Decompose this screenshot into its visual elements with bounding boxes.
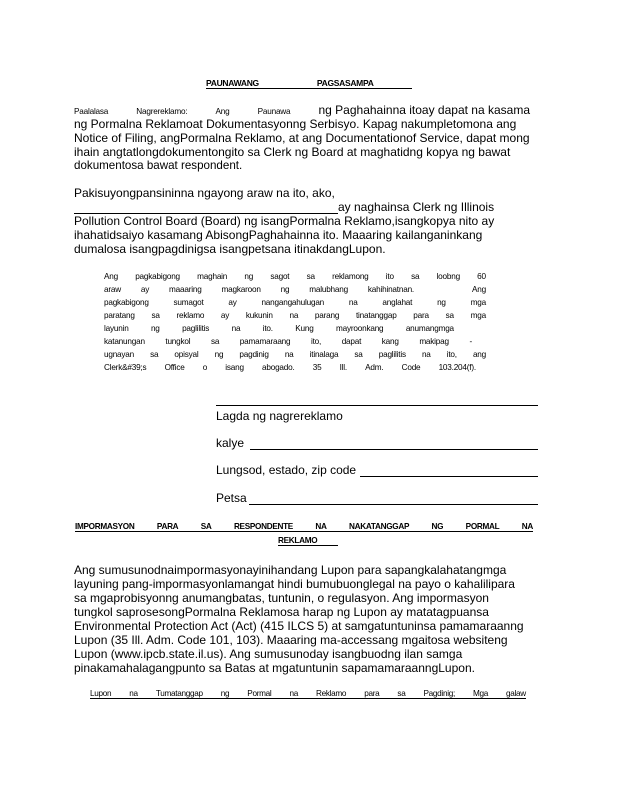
respondent-header-word: PORMAL xyxy=(465,522,500,531)
notice-word: nangangahulugan xyxy=(261,298,325,307)
title-part-1: PAUNAWANG xyxy=(206,78,259,88)
notice-word: ugnayan xyxy=(104,350,135,359)
notice-word: ito, xyxy=(446,350,457,359)
notice-word: pagkabigong xyxy=(135,272,180,281)
notice-word: sa xyxy=(411,272,420,281)
respondent-header-word: NA xyxy=(521,522,533,531)
city-state-zip-label: Lungsod, estado, zip code xyxy=(216,463,357,477)
notice-word: araw xyxy=(104,285,121,294)
statement-line: Pollution Control Board (Board) ng isangPormalna Reklamo,isangkopya nito ay xyxy=(74,214,495,228)
complainant-name-blank[interactable] xyxy=(74,201,338,214)
street-field[interactable] xyxy=(216,436,538,450)
notice-word: - xyxy=(469,337,472,346)
section-heading-word: Mga xyxy=(472,689,488,698)
intro-word: Ang xyxy=(215,107,230,116)
notice-word: opisyal xyxy=(174,350,199,359)
page-title xyxy=(206,78,412,89)
respondent-header-word: RESPONDENTE xyxy=(233,522,293,531)
section-heading xyxy=(90,689,526,699)
statement-line: dumalosa isangpagdinigsa isangpetsana itinakdangLupon. xyxy=(74,242,386,256)
notice-word: 35 xyxy=(312,363,322,372)
respondent-header-word: NA xyxy=(315,522,327,531)
date-field[interactable] xyxy=(216,491,538,505)
intro-line: dokumentosa bawat respondent. xyxy=(74,159,243,172)
notice-line xyxy=(104,322,454,335)
notice-word: sa xyxy=(210,337,220,346)
intro-line: Notice of Filing, angPormalna Reklamo, at ang Documentationof Service, dapat mong xyxy=(74,131,530,145)
info-line: Lupon (www.ipcb.state.il.us). Ang sumusunoday isangbuodng ilan samga xyxy=(74,647,463,661)
notice-line xyxy=(104,296,486,309)
notice-word: maaaring xyxy=(169,285,202,294)
city-state-zip-field[interactable] xyxy=(216,463,538,477)
date-blank[interactable] xyxy=(249,493,538,505)
notice-word: sa xyxy=(354,350,363,359)
info-line: Environmental Protection Act (Act) (415 ILCS 5) at samgatuntuninsa pamamaraanng xyxy=(74,619,524,633)
info-line: pinakamahalagangpunto sa Batas at mgatuntunin sapamamaraanngLupon. xyxy=(74,661,475,675)
notice-word: malubhang xyxy=(309,285,348,294)
section-heading-word: Reklamo xyxy=(315,689,347,698)
respondent-header-word: NG xyxy=(431,522,444,531)
section-heading-word: sa xyxy=(397,689,406,698)
intro-line: ng Pormalna Reklamoat Dokumentasyonng Serbisyo. Kapag nakumpletomona ang xyxy=(74,117,517,131)
notice-word: 60 xyxy=(477,272,486,281)
notice-word: dapat xyxy=(341,337,362,346)
section-heading-word: Lupon xyxy=(90,689,112,698)
info-paragraph xyxy=(74,563,544,675)
info-line: Lupon (35 Ill. Adm. Code 101, 103). Maaaring ma-accessang mgaitosa websiteng xyxy=(74,633,508,647)
notice-word: paratang xyxy=(104,311,135,320)
notice-word: pagdinig xyxy=(239,350,269,359)
city-state-zip-blank[interactable] xyxy=(360,465,538,477)
section-heading-word: Pagdinig; xyxy=(423,689,455,698)
notice-word: parang xyxy=(314,311,340,320)
notice-word: na xyxy=(348,298,358,307)
notice-word: na xyxy=(284,350,294,359)
notice-word: ay xyxy=(228,298,237,307)
notice-word: ng xyxy=(150,324,160,333)
intro-word: Paalalasa xyxy=(74,107,109,116)
statement-line: ihahatidsaiyo kasamang AbisongPaghahainna ito. Maaaring kailanganinkang xyxy=(74,228,483,242)
section-heading-word: Pormal xyxy=(247,689,272,698)
notice-word: Adm. xyxy=(365,363,384,372)
notice-line xyxy=(104,361,476,374)
notice-word: sagot xyxy=(270,272,290,281)
notice-word: maghain xyxy=(197,272,228,281)
notice-word: reklamong xyxy=(332,272,369,281)
notice-word: Ill. xyxy=(339,363,347,372)
notice-word: 103.204(f). xyxy=(438,363,476,372)
notice-word: sa xyxy=(445,311,454,320)
notice-word: sa xyxy=(306,272,315,281)
notice-word: layunin xyxy=(104,324,129,333)
signature-line[interactable] xyxy=(216,395,538,406)
signature-label: Lagda ng nagrereklamo xyxy=(216,409,343,423)
notice-word: paglilitis xyxy=(182,324,210,333)
section-heading-word: na xyxy=(129,689,138,698)
respondent-header-word: IMPORMASYON xyxy=(75,522,135,531)
notice-word: ay xyxy=(140,285,150,294)
notice-word: anglahat xyxy=(382,298,413,307)
notice-word: na xyxy=(231,324,241,333)
notice-word: kang xyxy=(381,337,399,346)
notice-word: Office xyxy=(164,363,185,372)
section-heading-word: na xyxy=(289,689,298,698)
notice-word: sa xyxy=(151,311,160,320)
notice-word: anumangmga xyxy=(405,324,454,333)
notice-word: ang xyxy=(472,350,486,359)
notice-word: reklamo xyxy=(176,311,205,320)
notice-word: ay xyxy=(220,311,230,320)
notice-word: Clerk&#39;s xyxy=(104,363,147,372)
notice-word: Ang xyxy=(104,272,118,281)
notice-word: kahihinatnan. xyxy=(367,285,414,294)
notice-word: pagkabigong xyxy=(104,298,149,307)
respondent-header-line-2: REKLAMO xyxy=(278,536,338,546)
notice-word: ng xyxy=(214,350,224,359)
notice-word: makipag xyxy=(419,337,449,346)
notice-word: mayroonkang xyxy=(336,324,384,333)
notice-word: tungkol xyxy=(165,337,191,346)
notice-word: para xyxy=(413,311,429,320)
statement-line-2-tail: ay naghainsa Clerk ng Illinois xyxy=(338,200,495,214)
respondent-header xyxy=(75,522,533,532)
section-heading-word: ng xyxy=(220,689,230,698)
info-line: layuning pang-impormasyonlamangat hindi bumubuonglegal na payo o kahalilipara xyxy=(74,577,515,591)
notice-word: na xyxy=(289,311,299,320)
notice-word: Kung xyxy=(295,324,314,333)
notice-word: sumagot xyxy=(173,298,204,307)
notice-word: ito, xyxy=(310,337,322,346)
respondent-header-word: NAKATANGGAP xyxy=(349,522,410,531)
notice-word: mga xyxy=(470,311,486,320)
notice-word: tinatanggap xyxy=(355,311,397,320)
notice-line xyxy=(104,270,486,283)
notice-word: paglilitis xyxy=(378,350,406,359)
intro-word: Paunawa xyxy=(257,107,291,116)
notice-word: ng xyxy=(437,298,446,307)
info-line: tungkol saprosesongPormalna Reklamosa harap ng Lupon ay matatagpuansa xyxy=(74,605,489,619)
notice-word: ng xyxy=(244,272,254,281)
notice-word: magkaroon xyxy=(221,285,261,294)
respondent-header-word: PARA xyxy=(156,522,179,531)
notice-line xyxy=(104,348,486,361)
info-line: Ang sumusunodnaimpormasyonayinihandang Lupon para sapangkalahatangmga xyxy=(74,563,507,577)
notice-word: Code xyxy=(401,363,421,372)
notice-word: sa xyxy=(150,350,159,359)
notice-word: isang xyxy=(225,363,244,372)
intro-line: ihain angtatlongdokumentongito sa Clerk ng Board at maghatidng kopya ng bawat xyxy=(74,145,511,159)
notice-word: ito xyxy=(385,272,394,281)
section-heading-word: para xyxy=(364,689,380,698)
intro-paragraph xyxy=(74,117,544,173)
notice-word: Ang xyxy=(472,285,486,294)
notice-word: pamamaraang xyxy=(239,337,291,346)
notice-word: loobng xyxy=(436,272,460,281)
notice-word: mga xyxy=(470,298,486,307)
intro-word: Nagrereklamo: xyxy=(136,107,188,116)
notice-word: ito. xyxy=(262,324,273,333)
statement-line-2 xyxy=(74,200,544,214)
street-label: kalye xyxy=(216,436,245,450)
notice-word: ng xyxy=(280,285,290,294)
info-line: sa mgaprobisyonng anumangbatas, tuntunin, o regulasyon. Ang impormasyon xyxy=(74,591,489,605)
date-label: Petsa xyxy=(216,491,247,505)
notice-line xyxy=(104,309,486,322)
intro-word: ng Paghahainna itoay dapat na kasama xyxy=(318,103,530,117)
notice-word: kukunin xyxy=(245,311,273,320)
title-part-2: PAGSASAMPA xyxy=(316,78,374,88)
section-heading-word: Tumatanggap xyxy=(155,689,203,698)
notice-line xyxy=(104,335,472,348)
section-heading-word: galaw xyxy=(506,689,526,698)
intro-first-line xyxy=(74,103,530,117)
notice-word: o xyxy=(202,363,208,372)
street-blank[interactable] xyxy=(250,438,538,450)
respondent-header-word: SA xyxy=(200,522,212,531)
notice-word: abogado. xyxy=(262,363,295,372)
notice-word: na xyxy=(421,350,431,359)
statement-line-1: Pakisuyongpansininna ngayong araw na ito, ako, xyxy=(74,186,335,200)
notice-word: katanungan xyxy=(104,337,145,346)
statement-paragraph xyxy=(74,186,544,256)
notice-word: itinalaga xyxy=(309,350,339,359)
notice-line xyxy=(104,283,486,296)
